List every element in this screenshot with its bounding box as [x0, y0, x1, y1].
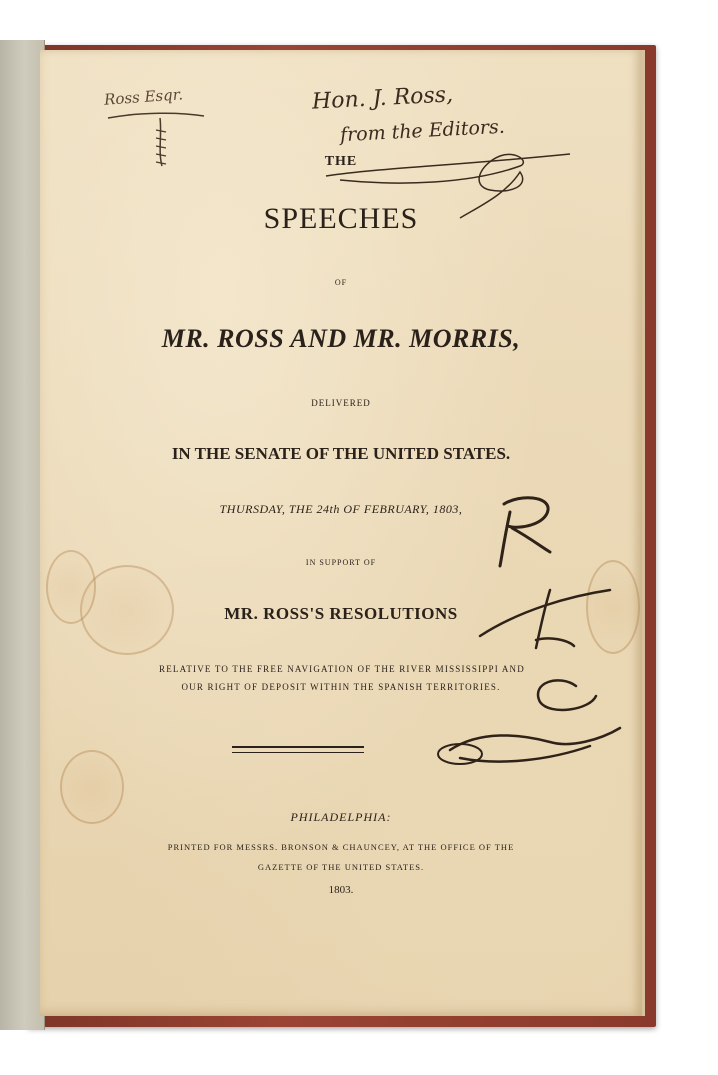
relative-line-1: RELATIVE TO THE FREE NAVIGATION OF THE RIVER MISSISSIPPI AND — [159, 664, 525, 674]
ross-signature — [400, 490, 640, 790]
relative-line-2: OUR RIGHT OF DEPOSIT WITHIN THE SPANISH TERRITORIES. — [181, 682, 501, 692]
imprint-line-1: PRINTED FOR MESSRS. BRONSON & CHAUNCEY, AT THE OFFICE OF THE — [167, 842, 515, 852]
corner-handwritten-note: Ross Esqr. — [103, 85, 184, 109]
inscription-line-2: from the Editors. — [339, 115, 506, 147]
inscription-line-1: Hon. J. Ross, — [311, 82, 454, 115]
delivered-label: DELIVERED — [311, 398, 371, 408]
resolutions-heading: MR. ROSS'S RESOLUTIONS — [224, 604, 458, 623]
title-of: OF — [334, 278, 348, 287]
title-page — [40, 50, 645, 1016]
endpaper — [0, 40, 45, 1030]
title-speeches: SPEECHES — [263, 202, 419, 235]
double-rule-divider — [232, 746, 364, 753]
title-names: MR. ROSS AND MR. MORRIS, — [161, 324, 521, 353]
imprint-year: 1803. — [328, 884, 354, 896]
imprint-line-2: GAZETTE OF THE UNITED STATES. — [257, 862, 425, 872]
title-the: THE — [324, 154, 358, 169]
in-support-label: IN SUPPORT OF — [305, 558, 377, 567]
date-text: THURSDAY, THE 24th OF FEBRUARY, 1803, — [219, 502, 463, 516]
imprint-city: PHILADELPHIA: — [290, 810, 392, 824]
senate-line: IN THE SENATE OF THE UNITED STATES. — [171, 444, 511, 463]
